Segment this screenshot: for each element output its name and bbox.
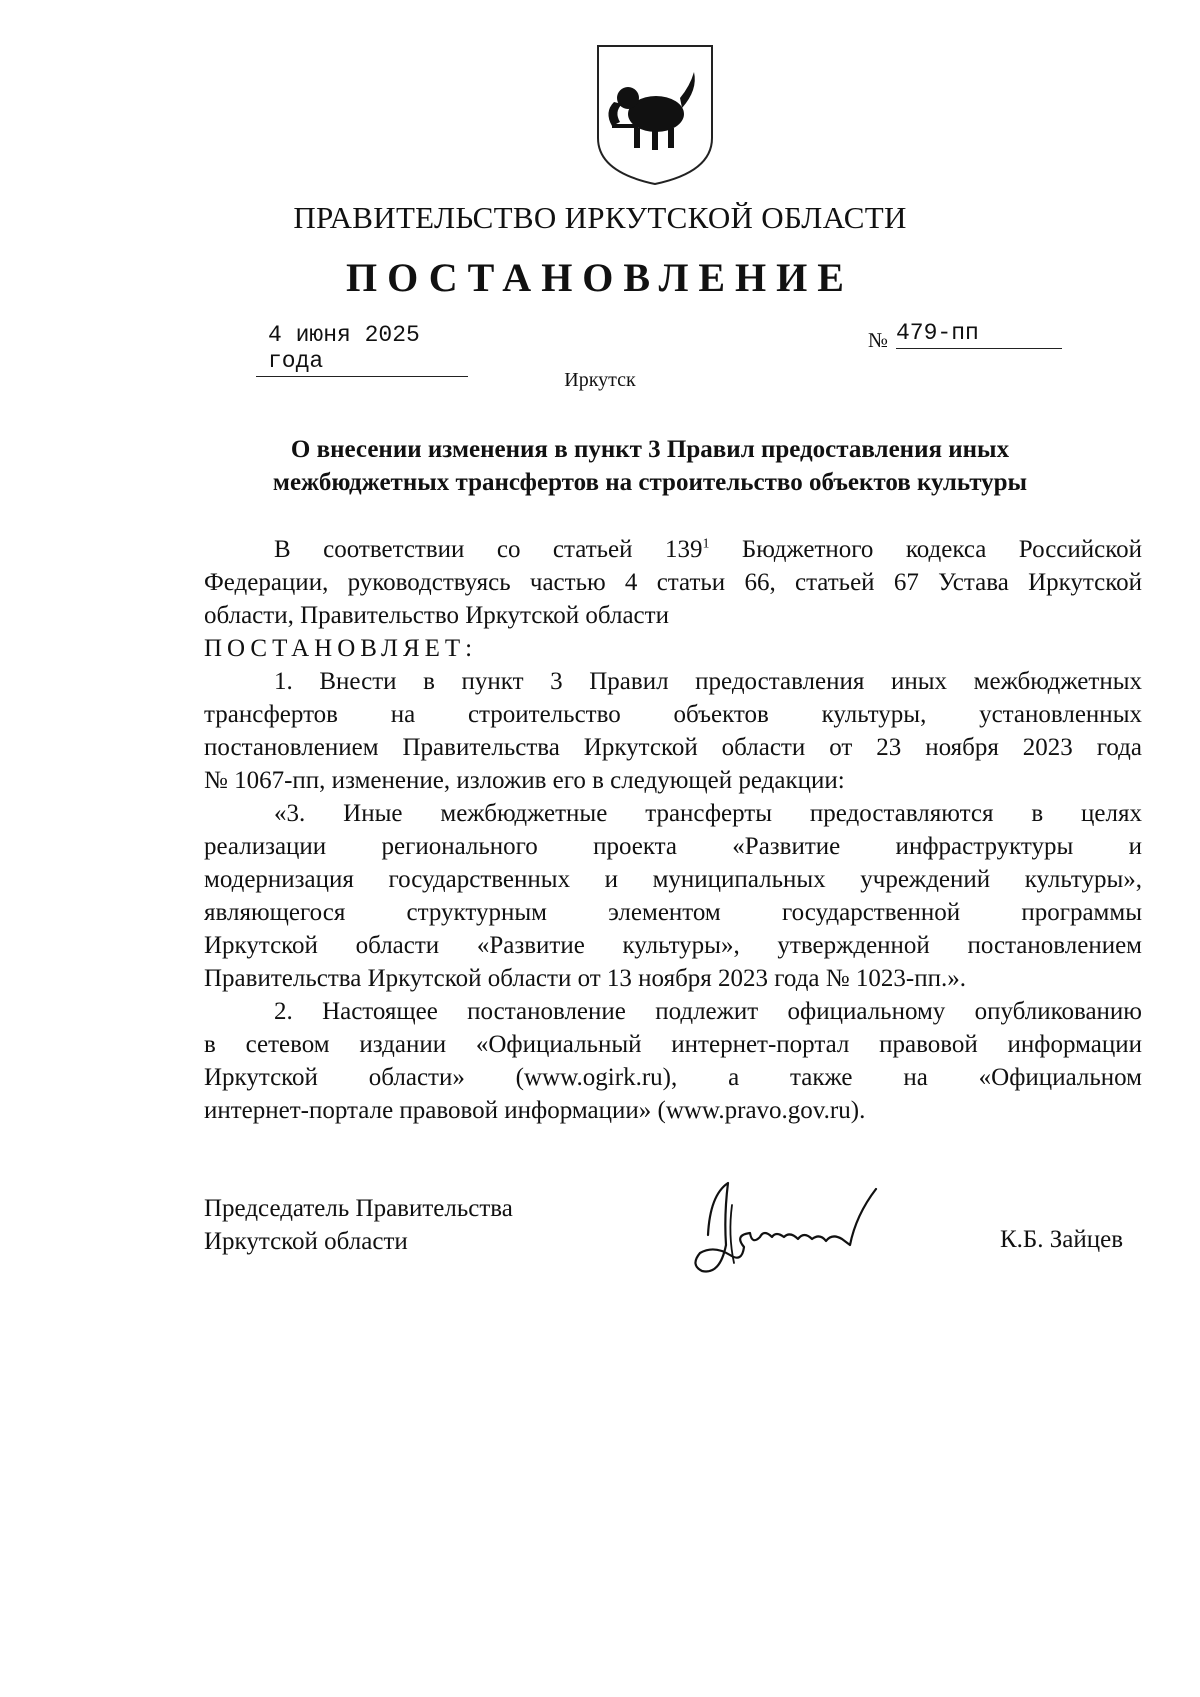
coat-of-arms-icon [594,42,716,188]
document-city: Иркутск [564,369,636,391]
paragraph-line: Иркутской области» (www.ogirk.ru), а также на «Официальном [204,1064,1142,1091]
superscript: 1 [702,536,710,552]
paragraph-line [204,533,1142,566]
handwritten-signature-icon [680,1175,940,1295]
document-date: 4 июня 2025 года [256,322,468,377]
signatory-name: К.Б. Зайцев [1000,1226,1124,1253]
paragraph-line: модернизация государственных и муниципальных учреждений культуры», [204,866,1142,893]
paragraph-line: являющегося структурным элементом государственной программы [204,899,1142,926]
paragraph-line: «3. Иные межбюджетные трансферты предоставляются в целях [274,800,1142,827]
paragraph-line: реализации регионального проекта «Развитие инфраструктуры и [204,833,1142,860]
paragraph-line: 2. Настоящее постановление подлежит официальному опубликованию [274,998,1142,1025]
paragraph-line: области, Правительство Иркутской области [204,602,669,629]
document-body [204,533,1142,1127]
position-line: Иркутской области [204,1228,408,1255]
paragraph-line: Правительства Иркутской области от 13 ноября 2023 года № 1023-пп.». [204,965,966,992]
paragraph-line: № 1067-пп, изменение, изложив его в следующей редакции: [204,767,845,794]
document-title [200,433,1100,499]
paragraph-line: Иркутской области «Развитие культуры», утвержденной постановлением [204,932,1142,959]
paragraph-line: в сетевом издании «Официальный интернет-портал правовой информации [204,1031,1142,1058]
title-line: межбюджетных трансфертов на строительство объектов культуры [272,469,1028,496]
document-number: 479-пп [896,320,1062,349]
position-line: Председатель Правительства [204,1195,513,1222]
text-fragment: В соответствии со статьей 139 [274,536,703,563]
title-line: О внесении изменения в пункт 3 Правил предоставления иных [290,436,1010,463]
paragraph-line: Федерации, руководствуясь частью 4 статьи 66, статьей 67 Устава Иркутской [204,569,1142,596]
paragraph-line: интернет-портале правовой информации» (www.pravo.gov.ru). [204,1097,866,1124]
government-name: ПРАВИТЕЛЬСТВО ИРКУТСКОЙ ОБЛАСТИ [293,200,907,235]
paragraph-line: постановлением Правительства Иркутской области от 23 ноября 2023 года [204,734,1142,761]
paragraph-line: 1. Внести в пункт 3 Правил предоставления иных межбюджетных [274,668,1142,695]
signatory-position [204,1192,513,1258]
number-sign: № [868,328,889,352]
document-type: ПОСТАНОВЛЕНИЕ [346,255,854,300]
text-fragment: Бюджетного кодекса Российской [709,536,1143,563]
resolves-word: ПОСТАНОВЛЯЕТ: [204,635,478,662]
paragraph-line: трансфертов на строительство объектов культуры, установленных [204,701,1142,728]
